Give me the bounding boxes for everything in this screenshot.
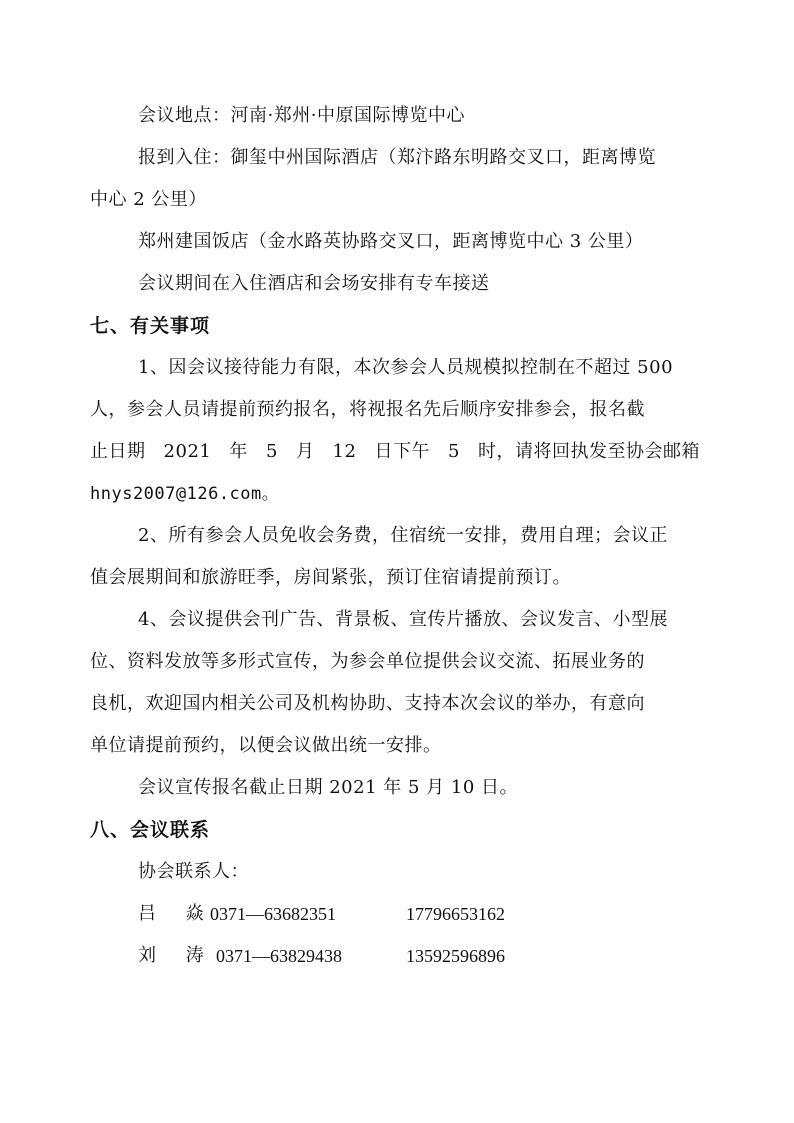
item-4-line2: 位、资料发放等多形式宣传，为参会单位提供会议交流、拓展业务的 [90,651,645,672]
line3-part: 5 [265,441,278,462]
checkin-hotel-line1: 报到入住：御玺中州国际酒店（郑汴路东明路交叉口，距离博览 [138,147,656,168]
contact-label: 协会联系人： [138,861,249,882]
shuttle-note: 会议期间在入住酒店和会场安排有专车接送 [138,273,490,294]
line3-part: 止日期 [90,441,146,462]
section-8-heading: 八、会议联系 [90,819,211,841]
contact-phone: 0371—63829438 [216,946,342,966]
contact-mobile: 17796653162 [406,904,505,924]
item-1-line3 [90,440,700,464]
line3-part: 月 [295,441,315,462]
promo-deadline: 会议宣传报名截止日期 2021 年 5 月 10 日。 [138,777,518,798]
checkin-hotel-line2: 中心 2 公里） [90,189,207,210]
item-1-line2: 人，参会人员请提前预约报名，将视报名先后顺序安排参会，报名截 [90,399,645,420]
contact-name: 吕 焱 [138,903,216,924]
line3-part: 12 [332,441,357,462]
venue-location: 会议地点：河南·郑州·中原国际博览中心 [138,105,465,126]
contact-name: 刘 涛 [138,945,216,966]
section-7-heading: 七、有关事项 [90,315,211,337]
line3-part: 2021 [163,441,212,462]
item-2-line1: 2、所有参会人员免收会务费，住宿统一安排，费用自理；会议正 [138,525,668,546]
contact-mobile: 13592596896 [406,946,505,966]
line3-part: 5 [448,441,460,462]
item-4-line3: 良机，欢迎国内相关公司及机构协助、支持本次会议的举办，有意向 [90,693,645,714]
line3-part: 时，请将回执发至协会邮箱 [478,441,700,462]
item-1-line1: 1、因会议接待能力有限，本次参会人员规模拟控制在不超过 500 [138,357,674,378]
line3-part: 年 [229,441,248,462]
item-1-email: hnys2007@126.com。 [90,484,280,504]
second-hotel: 郑州建国饭店（金水路英协路交叉口，距离博览中心 3 公里） [138,231,644,252]
contact-phone: 0371—63682351 [210,904,336,924]
item-4-line1: 4、会议提供会刊广告、背景板、宣传片播放、会议发言、小型展 [138,609,668,630]
item-2-line2: 值会展期间和旅游旺季，房间紧张，预订住宿请提前预订。 [90,567,571,588]
item-4-line4: 单位请提前预约，以便会议做出统一安排。 [90,735,442,756]
line3-part: 日下午 [374,441,430,462]
